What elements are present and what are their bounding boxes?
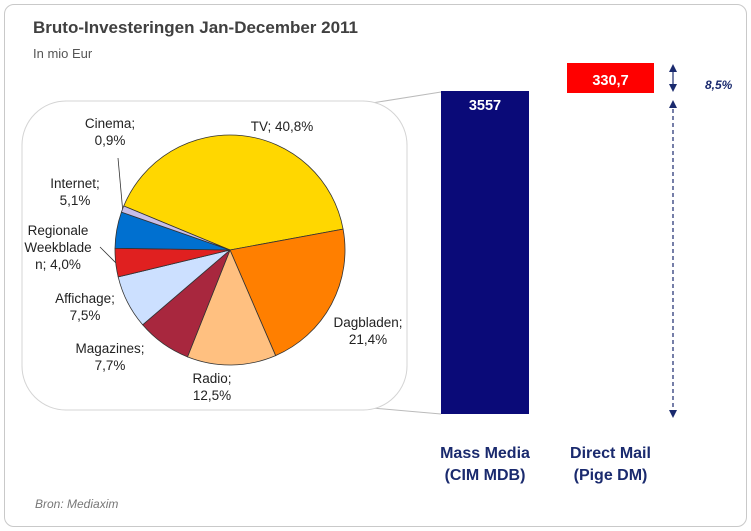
connector-top (372, 92, 441, 103)
arrow-down-icon (669, 410, 677, 418)
bar-value-label (592, 73, 628, 89)
pie-label-internet-line: Internet; (50, 176, 100, 191)
pie-label-regionale-weekbladen-line: Weekblade (24, 240, 92, 255)
bar-category-label (570, 445, 651, 484)
bar-category-label-line: (CIM MDB) (444, 467, 526, 484)
pie-label-radio-line: Radio; (192, 371, 232, 386)
pie-label-regionale-weekbladen-line: Regionale (27, 223, 89, 238)
pie-label-tv-line: TV; 40,8% (250, 119, 314, 134)
arrow-up-icon (669, 100, 677, 108)
pie-label-radio-line: 12,5% (192, 388, 232, 403)
bar-value-label (469, 98, 501, 114)
pie-label-dagbladen-line: Dagbladen; (333, 315, 403, 330)
source-note: Bron: Mediaxim (35, 497, 119, 511)
connector-bottom (372, 408, 441, 414)
chart-title: Bruto-Investeringen Jan-December 2011 (33, 18, 359, 37)
pie-label-cinema-line: 0,9% (94, 133, 126, 148)
share-percentage-label (705, 78, 733, 92)
pie-label-magazines-line: 7,7% (94, 358, 126, 373)
pie-label-magazines-line: Magazines; (75, 341, 145, 356)
share-percentage-label-line: 8,5% (705, 78, 733, 92)
pie-label-cinema-line: Cinema; (84, 116, 136, 131)
arrow-up-icon (669, 64, 677, 72)
chart-subtitle: In mio Eur (33, 46, 93, 61)
pie-label-affichage-line: 7,5% (69, 308, 101, 323)
bar-category-label (440, 445, 530, 484)
pie-label-regionale-weekbladen-line: n; 4,0% (35, 257, 81, 272)
bar-value-label-line: 330,7 (592, 73, 629, 89)
bar-category-label-line: Direct Mail (570, 445, 651, 462)
pie-label-internet-line: 5,1% (59, 193, 91, 208)
bar-value-label-line: 3557 (468, 98, 502, 114)
bar-mass-media (441, 91, 529, 414)
bar-category-label-line: (Pige DM) (573, 467, 648, 484)
arrow-down-icon (669, 84, 677, 92)
pie-label-tv (251, 119, 314, 134)
bar-category-label-line: Mass Media (440, 445, 530, 462)
pie-label-dagbladen-line: 21,4% (348, 332, 388, 347)
pie-label-affichage-line: Affichage; (55, 291, 115, 306)
